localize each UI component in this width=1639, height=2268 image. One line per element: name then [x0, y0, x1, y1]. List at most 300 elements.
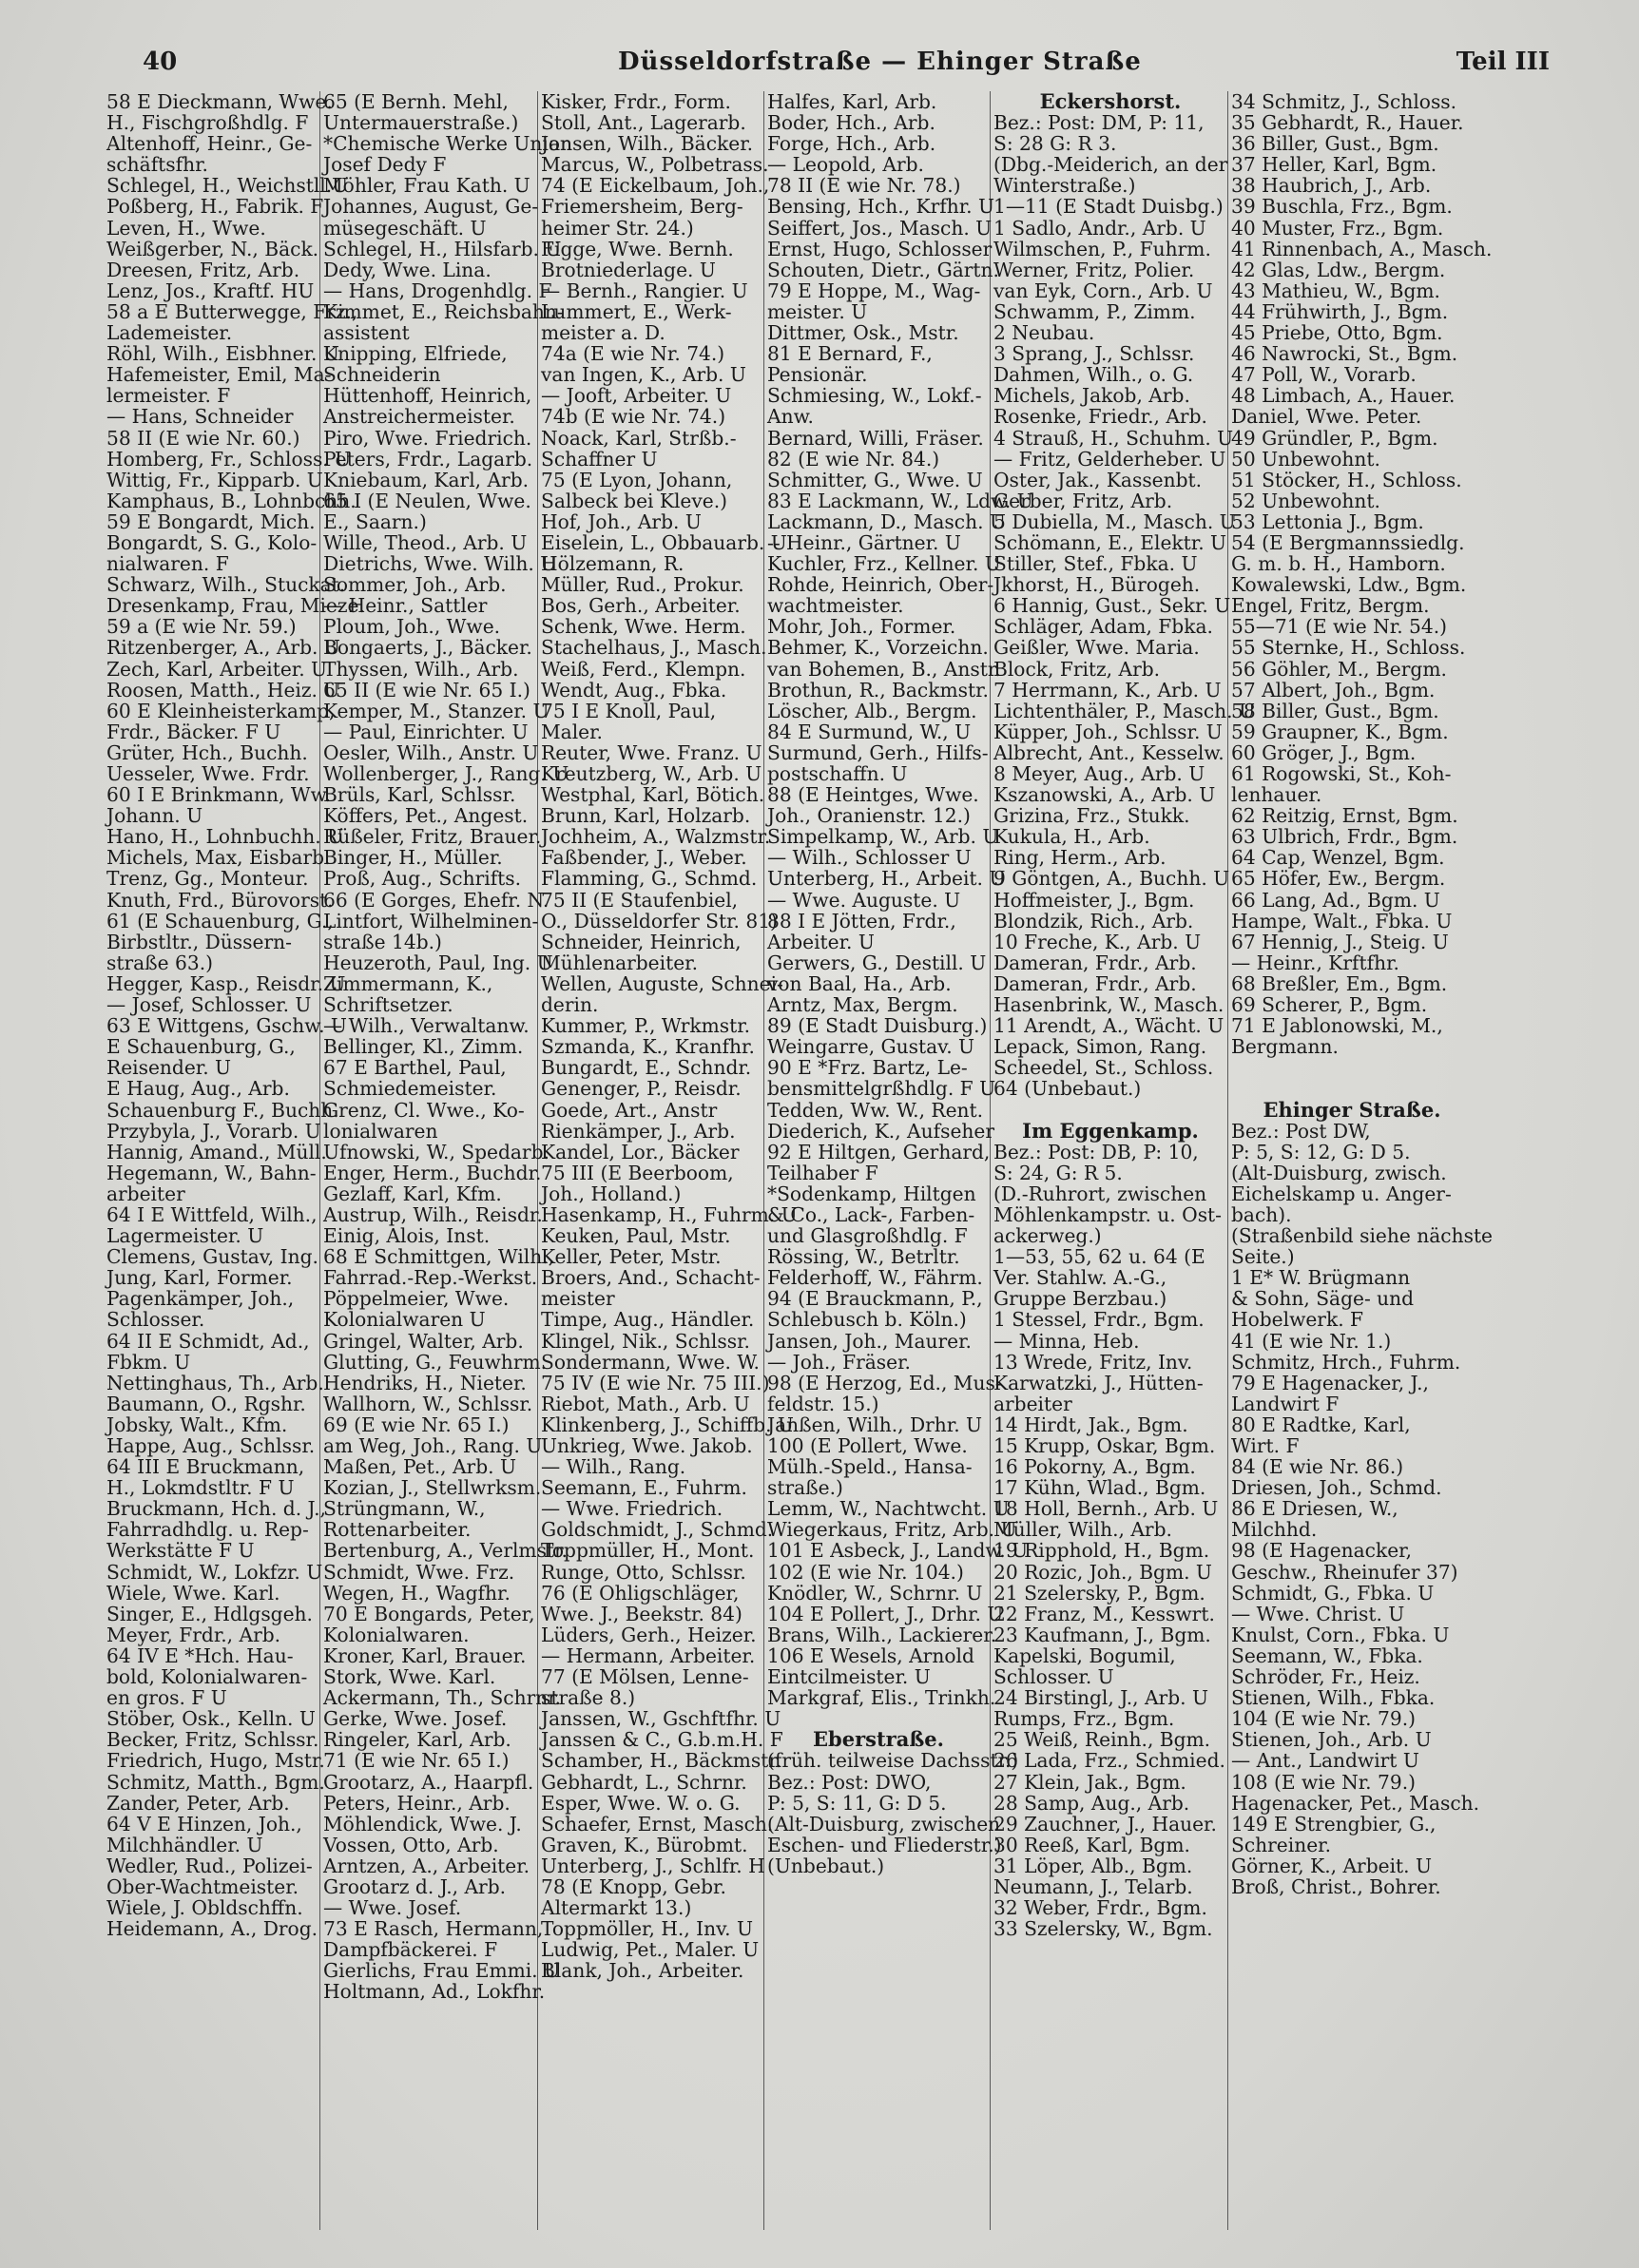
entry-line: 35 Gebhardt, R., Hauer.	[1231, 111, 1464, 135]
entry-line: 22 Franz, M., Kesswrt.	[993, 1602, 1215, 1625]
entry-line: van Bohemen, B., Anstr.	[767, 657, 1001, 681]
entry-line	[990, 1100, 1227, 1121]
entry-line: Kuchler, Frz., Kellner. U	[767, 552, 1001, 576]
directory-columns	[103, 91, 1557, 2230]
entry-line: Geschw., Rheinufer 37)	[1231, 1560, 1458, 1584]
entry-line: Sondermann, Wwe. W.	[541, 1350, 760, 1374]
entry-line: 92 E Hiltgen, Gerhard,	[767, 1140, 991, 1163]
column-5	[990, 89, 1256, 2230]
entry-line: 100 (E Pollert, Wwe.	[767, 1434, 968, 1457]
entry-line: Szmanda, K., Kranfhr.	[541, 1035, 755, 1059]
entry-line: Joh., Holland.)	[541, 1182, 682, 1205]
entry-line: 58 Biller, Gust., Bgm.	[1231, 699, 1439, 722]
entry-line: Kukula, H., Arb.	[993, 825, 1150, 849]
column-4	[763, 90, 1033, 2230]
entry-line: Goldschmidt, J., Schmd.	[541, 1518, 774, 1542]
entry-line: Jansen, Joh., Maurer.	[767, 1329, 972, 1353]
entry-line: Stienen, Joh., Arb. U	[1231, 1728, 1432, 1752]
entry-line: Kszanowski, A., Arb. U	[993, 783, 1216, 807]
entry-line: Schriftsetzer.	[323, 993, 453, 1017]
entry-line: 1—11 (E Stadt Duisbg.)	[993, 195, 1224, 219]
entry-line: Ludwig, Pet., Maler. U	[541, 1938, 760, 1962]
entry-line: Vossen, Otto, Arb.	[323, 1833, 499, 1856]
entry-line: Lepack, Simon, Rang.	[993, 1035, 1207, 1059]
entry-line: Jobsky, Walt., Kfm.	[106, 1413, 288, 1436]
entry-line: Bez.: Post: DWO,	[767, 1770, 932, 1794]
entry-line: Trenz, Gg., Monteur.	[106, 867, 309, 891]
entry-line: 149 E Strengbier, G.,	[1231, 1812, 1437, 1836]
entry-line: 13 Wrede, Fritz, Inv.	[993, 1350, 1193, 1374]
entry-line: Hof, Joh., Arb. U	[541, 509, 702, 533]
entry-line: Wellen, Auguste, Schnei-	[541, 971, 783, 995]
entry-line: Mülh.-Speld., Hansa-	[767, 1455, 973, 1479]
entry-line: Küpper, Joh., Schlssr. U	[993, 720, 1223, 743]
entry-line: Schmidt, G., Fbka. U	[1231, 1581, 1435, 1605]
entry-line: Schröder, Fr., Heiz.	[1231, 1665, 1420, 1689]
entry-line: Stachelhaus, J., Masch.	[541, 636, 767, 660]
entry-line: Oesler, Wilh., Anstr. U	[323, 740, 539, 764]
entry-line: (Alt-Duisburg, zwischen	[767, 1812, 1001, 1836]
entry-line: Schmitter, G., Wwe. U	[767, 468, 983, 491]
entry-line: Kolonialwaren.	[323, 1623, 470, 1646]
entry-line: 50 Unbewohnt.	[1231, 447, 1380, 471]
entry-line: — Paul, Einrichter. U	[323, 720, 529, 743]
entry-line: Zander, Peter, Arb.	[106, 1791, 290, 1815]
entry-line: 71 (E wie Nr. 65 I.)	[323, 1749, 510, 1773]
entry-line: wachtmeister.	[767, 594, 904, 618]
entry-line: Arntzen, A., Arbeiter.	[323, 1854, 530, 1877]
entry-line: Bernard, Willi, Fräser.	[767, 426, 984, 450]
entry-line: 1—53, 55, 62 u. 64 (E	[993, 1245, 1205, 1269]
entry-line: Arbeiter. U	[767, 930, 875, 953]
entry-line: Seemann, E., Fuhrm.	[541, 1476, 747, 1500]
entry-line: Bez.: Post: DM, P: 11,	[993, 111, 1205, 135]
entry-line: Homberg, Fr., Schloss. U	[106, 447, 352, 471]
entry-line: H., Fischgroßhdlg. F	[106, 111, 309, 135]
entry-line: 86 E Driesen, W.,	[1231, 1497, 1398, 1521]
entry-line: Knödler, W., Schrnr. U	[767, 1581, 983, 1605]
entry-line: assistent	[323, 321, 410, 345]
entry-line: Gebhardt, L., Schrnr.	[541, 1770, 747, 1794]
entry-line	[1227, 1057, 1473, 1078]
entry-line: 6 Hannig, Gust., Sekr. U	[993, 594, 1231, 618]
entry-line: 75 III (E Beerboom,	[541, 1161, 734, 1184]
entry-line: Milchhändler. U	[106, 1833, 263, 1856]
entry-line: — Hans, Drogenhdlg. F	[323, 279, 552, 302]
entry-line: 74 (E Eickelbaum, Joh.,	[541, 174, 770, 198]
entry-line: 64 II E Schmidt, Ad.,	[106, 1329, 310, 1353]
entry-line: Fahrrad.-Rep.-Werkst.	[323, 1266, 538, 1290]
entry-line: Schreiner.	[1231, 1833, 1331, 1856]
entry-line: 88 I E Jötten, Frdr.,	[767, 909, 956, 932]
entry-line: Knuth, Frd., Bürovorst.	[106, 888, 334, 912]
entry-line	[1227, 1078, 1473, 1099]
entry-line: Schmiedemeister.	[323, 1077, 497, 1101]
entry-line: postschaffn. U	[767, 762, 908, 785]
entry-line: Klinkenberg, J., Schiffb. U	[541, 1413, 794, 1436]
entry-line: bensmittelgrßhdlg. F U	[767, 1077, 996, 1101]
entry-line: Löscher, Alb., Bergm.	[767, 699, 977, 722]
entry-line: 78 (E Knopp, Gebr.	[541, 1874, 726, 1898]
entry-line: Oster, Jak., Kassenbt.	[993, 468, 1203, 491]
entry-line: Werkstätte F U	[106, 1539, 255, 1563]
entry-line: Bongaerts, J., Bäcker.	[323, 636, 532, 660]
entry-line: Becker, Fritz, Schlssr.	[106, 1728, 319, 1752]
entry-line: Schneiderin	[323, 363, 441, 387]
entry-line: Lummert, E., Werk-	[541, 299, 732, 323]
entry-line: Jkhorst, H., Bürogeh.	[993, 573, 1201, 597]
entry-line: van Eyk, Corn., Arb. U	[993, 279, 1213, 302]
entry-line: Johannes, August, Ge-	[323, 195, 539, 219]
entry-line: Hasenbrink, W., Masch.	[993, 993, 1224, 1017]
entry-line: 83 E Lackmann, W., Ldw. U	[767, 489, 1033, 512]
entry-line: — Wilh., Rang.	[541, 1455, 686, 1479]
entry-line: Möhlenkampstr. u. Ost-	[993, 1202, 1222, 1226]
entry-line: 3 Sprang, J., Schlssr.	[993, 342, 1195, 366]
entry-line: 64 V E Hinzen, Joh.,	[106, 1812, 302, 1836]
entry-line: 70 E Bongards, Peter,	[323, 1602, 535, 1625]
entry-line: 74a (E wie Nr. 74.)	[541, 342, 725, 366]
entry-line: 66 (E Gorges, Ehefr. N.	[323, 888, 550, 912]
entry-line: Hannig, Amand., Müll.	[106, 1140, 327, 1163]
entry-line: Kniebaum, Karl, Arb.	[323, 468, 530, 491]
entry-line: Arntz, Max, Bergm.	[767, 993, 958, 1017]
entry-line: Kisker, Frdr., Form.	[541, 90, 731, 113]
entry-line: straße 8.)	[541, 1686, 636, 1710]
entry-line: Thyssen, Wilh., Arb.	[323, 657, 519, 681]
entry-line: 66 Lang, Ad., Bgm. U	[1231, 888, 1440, 912]
entry-line: Dahmen, Wilh., o. G.	[993, 363, 1194, 387]
entry-line: 4 Strauß, H., Schuhm. U	[993, 426, 1234, 450]
entry-line: Austrup, Wilh., Reisdr.	[323, 1202, 543, 1226]
entry-line: Knipping, Elfriede,	[323, 342, 508, 366]
part-label: Teil III	[1456, 48, 1550, 76]
entry-line: Uesseler, Wwe. Frdr.	[106, 762, 310, 785]
entry-line: Toppmöller, H., Inv. U	[541, 1917, 754, 1941]
entry-line: 89 (E Stadt Duisburg.)	[767, 1014, 988, 1038]
entry-line: S: 24, G: R 5.	[993, 1161, 1123, 1184]
entry-line: Lackmann, D., Masch. U	[767, 509, 1006, 533]
entry-line: Bez.: Post: DB, P: 10,	[993, 1140, 1199, 1163]
entry-line: Kimmet, E., Reichsbahn-	[323, 299, 564, 323]
entry-line: Bruckmann, Hch. d. J.,	[106, 1497, 326, 1521]
entry-line: Noack, Karl, Strßb.-	[541, 426, 737, 450]
entry-line: lonialwaren	[323, 1119, 438, 1143]
entry-line: 84 E Surmund, W., U	[767, 720, 972, 743]
entry-line: Hafemeister, Emil, Ma-	[106, 363, 332, 387]
entry-line: 42 Glas, Ldw., Bergm.	[1231, 258, 1446, 281]
entry-line: Werner, Fritz, Polier.	[993, 258, 1195, 281]
entry-line: Schenk, Wwe. Herm.	[541, 615, 746, 639]
entry-line: 75 (E Lyon, Johann,	[541, 468, 733, 491]
entry-line: Müller, Rud., Prokur.	[541, 573, 744, 597]
entry-line: heimer Str. 24.)	[541, 216, 694, 240]
entry-line: Weißgerber, N., Bäck.	[106, 237, 319, 260]
entry-line: (früh. teilweise Dachsstr.)	[767, 1749, 1019, 1773]
entry-line: arbeiter	[106, 1182, 185, 1205]
entry-line: 79 E Hagenacker, J.,	[1231, 1371, 1429, 1394]
entry-line: Rumps, Frz., Bgm.	[993, 1707, 1175, 1731]
entry-line: Schneider, Heinrich,	[541, 930, 742, 953]
entry-line: 79 E Hoppe, M., Wag-	[767, 279, 981, 302]
entry-line: Michels, Jakob, Arb.	[993, 384, 1190, 408]
entry-line: Surmund, Gerh., Hilfs-	[767, 740, 989, 764]
entry-line: Schmidt, Wwe. Frz.	[323, 1560, 515, 1584]
entry-line: *Chemische Werke Union	[323, 132, 573, 156]
entry-line: Eintcilmeister. U	[767, 1665, 931, 1689]
entry-line: Felderhoff, W., Fährm.	[767, 1266, 983, 1290]
entry-line: — Minna, Heb.	[993, 1329, 1140, 1353]
entry-line: Zimmermann, K.,	[323, 971, 493, 995]
entry-line: Hasenkamp, H., Fuhrm. U	[541, 1202, 798, 1226]
entry-line: Figge, Wwe. Bernh.	[541, 237, 734, 260]
entry-line: Wollenberger, J., Rang. U	[323, 762, 569, 785]
entry-line: 69 (E wie Nr. 65 I.)	[323, 1413, 510, 1436]
entry-line: Hegger, Kasp., Reisdr. U	[106, 971, 346, 995]
entry-line: 30 Reeß, Karl, Bgm.	[993, 1833, 1190, 1856]
entry-line: 61 Rogowski, St., Koh-	[1231, 762, 1452, 785]
entry-line: 60 I E Brinkmann, Ww.	[106, 783, 331, 807]
entry-line: Karwatzki, J., Hütten-	[993, 1371, 1204, 1394]
entry-line: Meyer, Frdr., Arb.	[106, 1623, 281, 1646]
entry-line: Lintfort, Wilhelminen-	[323, 909, 539, 932]
entry-line: Johann. U	[106, 804, 203, 828]
entry-line: Friedrich, Hugo, Mstr.	[106, 1749, 325, 1773]
entry-line: Kreutzberg, W., Arb. U	[541, 762, 762, 785]
entry-line: straße 63.)	[106, 951, 213, 974]
entry-line: Eckershorst.	[1039, 89, 1182, 113]
entry-line: Fbkm. U	[106, 1350, 191, 1374]
entry-line: Bongardt, S. G., Kolo-	[106, 530, 318, 554]
entry-line: Rössing, W., Betrltr.	[767, 1245, 960, 1269]
entry-line: Janssen & C., G.b.m.H. F	[541, 1728, 783, 1752]
entry-line: Grootarz, A., Haarpfl.	[323, 1770, 534, 1794]
entry-line: Rottenarbeiter.	[323, 1518, 472, 1542]
entry-line: 10 Freche, K., Arb. U	[993, 930, 1202, 953]
entry-line: G. m. b. H., Hamborn.	[1231, 552, 1446, 576]
entry-line: Landwirt F	[1231, 1392, 1340, 1415]
entry-line: Birbstltr., Düssern-	[106, 930, 292, 953]
entry-line: Hüttenhoff, Heinrich,	[323, 384, 532, 408]
entry-line: Baumann, O., Rgshr.	[106, 1392, 306, 1415]
entry-line: & Sohn, Säge- und	[1231, 1287, 1415, 1311]
entry-line: 104 E Pollert, J., Drhr. U	[767, 1602, 1004, 1625]
entry-line: Stiller, Stef., Fbka. U	[993, 552, 1198, 576]
entry-line: — Joh., Fräser.	[767, 1350, 911, 1374]
entry-line: Hagenacker, Pet., Masch.	[1231, 1791, 1480, 1815]
entry-line: arbeiter	[993, 1392, 1072, 1415]
entry-line: Wiegerkaus, Fritz, Arb. U	[767, 1518, 1017, 1542]
entry-line: Dedy, Wwe. Lina.	[323, 258, 492, 281]
entry-line: 24 Birstingl, J., Arb. U	[993, 1686, 1208, 1710]
entry-line: Singer, E., Hdlgsgeh.	[106, 1602, 313, 1625]
entry-line: Bertenburg, A., Verlmstr.	[323, 1539, 568, 1563]
entry-line: Glutting, G., Feuwhrm.	[323, 1350, 548, 1374]
entry-line: Bos, Gerh., Arbeiter.	[541, 594, 741, 618]
entry-line: 65 I (E Neulen, Wwe.	[323, 489, 531, 512]
entry-line: — Hans, Schneider	[106, 405, 294, 429]
entry-line: Seemann, W., Fbka.	[1231, 1643, 1423, 1667]
entry-line: 36 Biller, Gust., Bgm.	[1231, 132, 1439, 156]
entry-line: Ernst, Hugo, Schlosser	[767, 237, 993, 260]
entry-line: Goede, Art., Anstr	[541, 1098, 718, 1122]
entry-line: Friemersheim, Berg-	[541, 195, 743, 219]
entry-line: Wallhorn, W., Schlssr.	[323, 1392, 533, 1415]
entry-line: Kummer, P., Wrkmstr.	[541, 1014, 751, 1038]
entry-line: Lüders, Gerh., Heizer.	[541, 1623, 757, 1646]
entry-line: 102 (E wie Nr. 104.)	[767, 1560, 964, 1584]
entry-line: Röhl, Wilh., Eisbhner. U	[106, 342, 339, 366]
entry-line: Schaefer, Ernst, Masch.	[541, 1812, 774, 1836]
entry-line: Riebot, Math., Arb. U	[541, 1392, 750, 1415]
entry-line: Fahrradhdlg. u. Rep-	[106, 1518, 309, 1542]
entry-line: meister. U	[767, 299, 868, 323]
entry-line: Milchhd.	[1231, 1518, 1318, 1542]
entry-line: 43 Mathieu, W., Bgm.	[1231, 279, 1440, 302]
entry-line: Pöppelmeier, Wwe.	[323, 1287, 510, 1311]
entry-line: Heidemann, A., Drog.	[106, 1917, 318, 1941]
entry-line: Teilhaber F	[767, 1161, 878, 1184]
entry-line: Przybyla, J., Vorarb. U	[106, 1119, 321, 1143]
entry-line: 75 II (E Staufenbiel,	[541, 888, 739, 912]
entry-line: E Schauenburg, G.,	[106, 1035, 296, 1059]
entry-line: Peters, Heinr., Arb.	[323, 1791, 511, 1815]
entry-line: müsegeschäft. U	[323, 216, 487, 240]
entry-line: Kamphaus, B., Lohnbchh.	[106, 489, 357, 512]
entry-line: 39 Buschla, Frz., Bgm.	[1231, 195, 1453, 219]
entry-line: E., Saarn.)	[323, 509, 427, 533]
entry-line: Weingarre, Gustav. U	[767, 1035, 975, 1059]
entry-line: Lichtenthäler, P., Masch. U	[993, 699, 1256, 722]
entry-line: Kandel, Lor., Bäcker	[541, 1140, 740, 1163]
entry-line: Jung, Karl, Former.	[106, 1266, 293, 1290]
entry-line: Toppmüller, H., Mont.	[541, 1539, 755, 1563]
entry-line: Möhlendick, Wwe. J.	[323, 1812, 522, 1836]
entry-line: Peters, Frdr., Lagarb.	[323, 447, 533, 471]
entry-line: Brans, Wilh., Lackierer.	[767, 1623, 997, 1646]
entry-line: P: 5, S: 11, G: D 5.	[767, 1791, 947, 1815]
entry-line: 71 E Jablonowski, M.,	[1231, 1014, 1443, 1038]
entry-line: 98 (E Hagenacker,	[1231, 1539, 1413, 1563]
entry-line: Dampfbäckerei. F	[323, 1938, 498, 1962]
entry-line: Faßbender, J., Weber.	[541, 846, 747, 870]
entry-line: 101 E Asbeck, J., Landw. U	[767, 1539, 1029, 1563]
entry-line: — Jooft, Arbeiter. U	[541, 384, 732, 408]
entry-line: 14 Hirdt, Jak., Bgm.	[993, 1413, 1188, 1436]
entry-line: Forge, Hch., Arb.	[767, 132, 936, 156]
entry-line: Janßen, Wilh., Drhr. U	[767, 1413, 983, 1436]
entry-line: Lenz, Jos., Kraftf. HU	[106, 279, 315, 302]
entry-line: Bez.: Post DW,	[1231, 1119, 1371, 1143]
entry-line: 58 II (E wie Nr. 60.)	[106, 426, 300, 450]
entry-line: Ritzenberger, A., Arb. U	[106, 636, 340, 660]
entry-line: 63 E Wittgens, Gschw. U	[106, 1014, 347, 1038]
entry-line: Driesen, Joh., Schmd.	[1231, 1476, 1442, 1500]
entry-line: 5 Dubiella, M., Masch. U	[993, 509, 1236, 533]
entry-line: Gerber, Fritz, Arb.	[993, 489, 1173, 512]
entry-line: Esper, Wwe. W. o. G.	[541, 1791, 741, 1815]
entry-line: 44 Frühwirth, J., Bgm.	[1231, 299, 1449, 323]
entry-line: Hobelwerk. F	[1231, 1308, 1364, 1332]
entry-line: Schaffner U	[541, 447, 658, 471]
entry-line: 68 Breßler, Em., Bgm.	[1231, 971, 1448, 995]
entry-line: Ver. Stahlw. A.-G.,	[993, 1266, 1167, 1290]
entry-line: Altenhoff, Heinr., Ge-	[106, 132, 313, 156]
entry-line: Brüls, Karl, Schlssr.	[323, 783, 516, 807]
entry-line: 90 E *Frz. Bartz, Le-	[767, 1056, 968, 1080]
entry-line: 76 (E Ohligschläger,	[541, 1581, 740, 1605]
entry-line: Joh., Oranienstr. 12.)	[767, 804, 971, 828]
entry-line: Hampe, Walt., Fbka. U	[1231, 909, 1453, 932]
entry-line: Tedden, Ww. W., Rent.	[767, 1098, 984, 1122]
entry-line: Dittmer, Osk., Mstr.	[767, 321, 959, 345]
entry-line: Enger, Herm., Buchdr.	[323, 1161, 542, 1184]
entry-line: 67 E Barthel, Paul,	[323, 1056, 507, 1080]
entry-line: Dresenkamp, Frau, Mieze.	[106, 594, 365, 618]
entry-line: 108 (E wie Nr. 79.)	[1231, 1770, 1416, 1794]
entry-line: 55 Sternke, H., Schloss.	[1231, 636, 1466, 660]
entry-line: 55—71 (E wie Nr. 54.)	[1231, 615, 1448, 639]
entry-line: 46 Nawrocki, St., Bgm.	[1231, 342, 1458, 366]
entry-line: 63 Ulbrich, Frdr., Bgm.	[1231, 825, 1458, 849]
entry-line: Behmer, K., Vorzeichn.	[767, 636, 989, 660]
entry-line: Eschen- und Fliederstr.)	[767, 1833, 1002, 1856]
entry-line: 78 II (E wie Nr. 78.)	[767, 174, 961, 198]
entry-line: Lagermeister. U	[106, 1224, 264, 1248]
entry-line: 98 (E Herzog, Ed., Mus-	[767, 1371, 1002, 1394]
entry-line: — Wwe. Josef.	[323, 1896, 462, 1920]
entry-line: 75 I E Knoll, Paul,	[541, 699, 717, 722]
entry-line: Schmiesing, W., Lokf.-	[767, 384, 982, 408]
entry-line: *Sodenkamp, Hiltgen	[767, 1182, 976, 1205]
entry-line: bach).	[1231, 1202, 1292, 1226]
entry-line: 38 Haubrich, J., Arb.	[1231, 174, 1432, 198]
entry-line: Grenz, Cl. Wwe., Ko-	[323, 1098, 525, 1122]
entry-line: 18 Holl, Bernh., Arb. U	[993, 1497, 1219, 1521]
entry-line: Reuter, Wwe. Franz. U	[541, 740, 762, 764]
entry-line: Schlegel, H., Hilsfarb. U	[323, 237, 562, 260]
entry-line: Kowalewski, Ldw., Bgm.	[1231, 573, 1467, 597]
entry-line: Grüter, Hch., Buchh.	[106, 740, 308, 764]
entry-line: — Wwe. Auguste. U	[767, 888, 961, 912]
entry-line: Dietrichs, Wwe. Wilh. U	[323, 552, 557, 576]
entry-line: Grizina, Frz., Stukk.	[993, 804, 1190, 828]
entry-line: Einig, Alois, Inst.	[323, 1224, 491, 1248]
entry-line: am Weg, Joh., Rang. U	[323, 1434, 543, 1457]
entry-line: Ehinger Straße.	[1263, 1097, 1441, 1122]
entry-line: schäftsfhr.	[106, 153, 208, 177]
entry-line: Proß, Aug., Schrifts.	[323, 867, 522, 891]
entry-line: nialwaren. F	[106, 552, 229, 576]
entry-line: 7 Herrmann, K., Arb. U	[993, 678, 1222, 702]
entry-line: en gros. F U	[106, 1686, 227, 1710]
entry-line: Gruppe Berzbau.)	[993, 1287, 1167, 1311]
entry-line: Unterberg, H., Arbeit. U	[767, 867, 1006, 891]
entry-line: Wwe. J., Beekstr. 84)	[541, 1602, 742, 1625]
entry-line: Ober-Wachtmeister.	[106, 1874, 299, 1898]
entry-line: und Glasgroßhdlg. F	[767, 1224, 968, 1248]
entry-line: 16 Pokorny, A., Bgm.	[993, 1455, 1196, 1479]
entry-line: 53 Lettonia J., Bgm.	[1231, 509, 1424, 533]
entry-line: 65 II (E wie Nr. 65 I.)	[323, 678, 530, 702]
entry-line: Gringel, Walter, Arb.	[323, 1329, 524, 1353]
entry-line: O., Düsseldorfer Str. 81)	[541, 909, 778, 932]
entry-line: Rosenke, Friedr., Arb.	[993, 405, 1207, 429]
entry-line: H., Lokmdstltr. F U	[106, 1476, 295, 1500]
entry-line: Neumann, J., Telarb.	[993, 1874, 1193, 1898]
entry-line: Lademeister.	[106, 321, 233, 345]
entry-line: Rüßeler, Fritz, Brauer.	[323, 825, 542, 849]
